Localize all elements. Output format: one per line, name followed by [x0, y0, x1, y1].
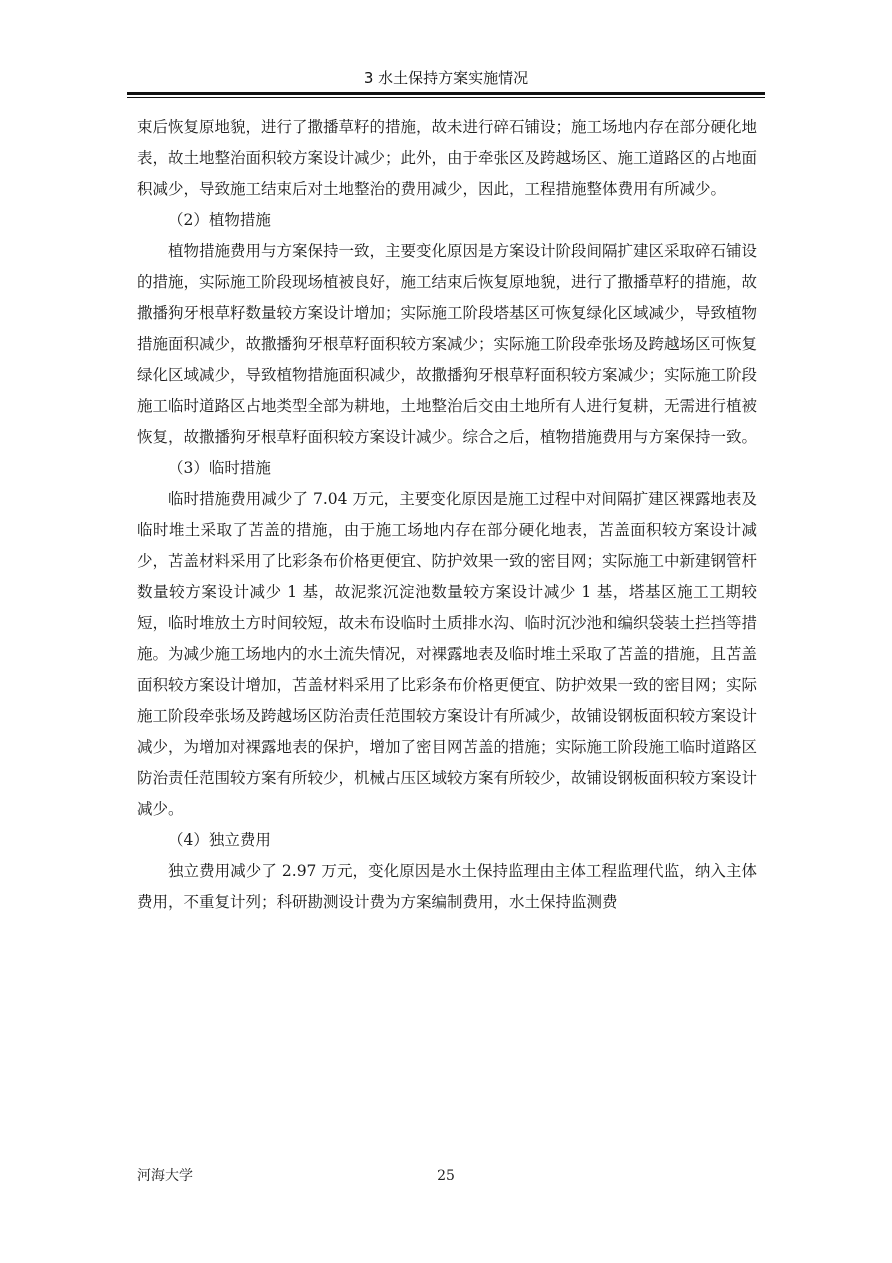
section-heading-temporary-measures: （3）临时措施 [168, 459, 271, 477]
header-rule-thin [127, 97, 765, 98]
section-heading-plant-measures: （2）植物措施 [168, 211, 271, 229]
section-heading-independent-costs: （4）独立费用 [168, 831, 271, 849]
page-number: 25 [437, 1168, 455, 1184]
paragraph-temporary-measures: 临时措施费用减少了 7.04 万元，主要变化原因是施工过程中对间隔扩建区裸露地表及临时堆土采取了苫盖的措施，由于施工场地内存在部分硬化地表，苫盖面积较方案设计减少，苫盖材料采用了比彩条布价格更便宜、防护效果一致的密目网；实际施工中新建钢管杆数量较方案设计减少 1 基，故泥浆沉淀池数量较方案设计减少 1 基，塔基区施工工期较短，临时堆放土方时间较短，故未布设临时土质排水沟、临时沉沙池和编织袋装土拦挡等措施。为减少施工场地内的水土流失情况，对裸露地表及临时堆土采取了苫盖的措施，且苫盖面积较方案设计增加，苫盖材料采用了比彩条布价格更便宜、防护效果一致的密目网；实际施工阶段牵张场及跨越场区防治责任范围较方案设计有所减少，故铺设钢板面积较方案设计减少，为增加对裸露地表的保护，增加了密目网苫盖的措施；实际施工阶段施工临时道路区防治责任范围较方案有所较少，机械占压区域较方案有所较少，故铺设钢板面积较方案设计减少。 [137, 490, 758, 818]
running-header: 3 水土保持方案实施情况 [363, 69, 529, 87]
header-rule [127, 92, 765, 95]
body-text [137, 112, 757, 918]
paragraph-independent-costs: 独立费用减少了 2.97 万元，变化原因是水土保持监理由主体工程监理代监，纳入主体费用，不重复计列；科研勘测设计费为方案编制费用，水土保持监测费 [137, 862, 757, 911]
paragraph-continuation: 束后恢复原地貌，进行了撒播草籽的措施，故未进行碎石铺设；施工场地内存在部分硬化地表，故土地整治面积较方案设计减少；此外，由于牵张区及跨越场区、施工道路区的占地面积减少，导致施工结束后对土地整治的费用减少，因此，工程措施整体费用有所减少。 [137, 118, 758, 198]
paragraph-plant-measures: 植物措施费用与方案保持一致，主要变化原因是方案设计阶段间隔扩建区采取碎石铺设的措施，实际施工阶段现场植被良好，施工结束后恢复原地貌，进行了撒播草籽的措施，故撒播狗牙根草籽数量较方案设计增加；实际施工阶段塔基区可恢复绿化区域减少，导致植物措施面积减少，故撒播狗牙根草籽面积较方案减少；实际施工阶段牵张场及跨越场区可恢复绿化区域减少，导致植物措施面积减少，故撒播狗牙根草籽面积较方案减少；实际施工阶段施工临时道路区占地类型全部为耕地，土地整治后交由土地所有人进行复耕，无需进行植被恢复，故撒播狗牙根草籽面积较方案设计减少。综合之后，植物措施费用与方案保持一致。 [137, 242, 758, 446]
footer-institution: 河海大学 [137, 1168, 193, 1184]
